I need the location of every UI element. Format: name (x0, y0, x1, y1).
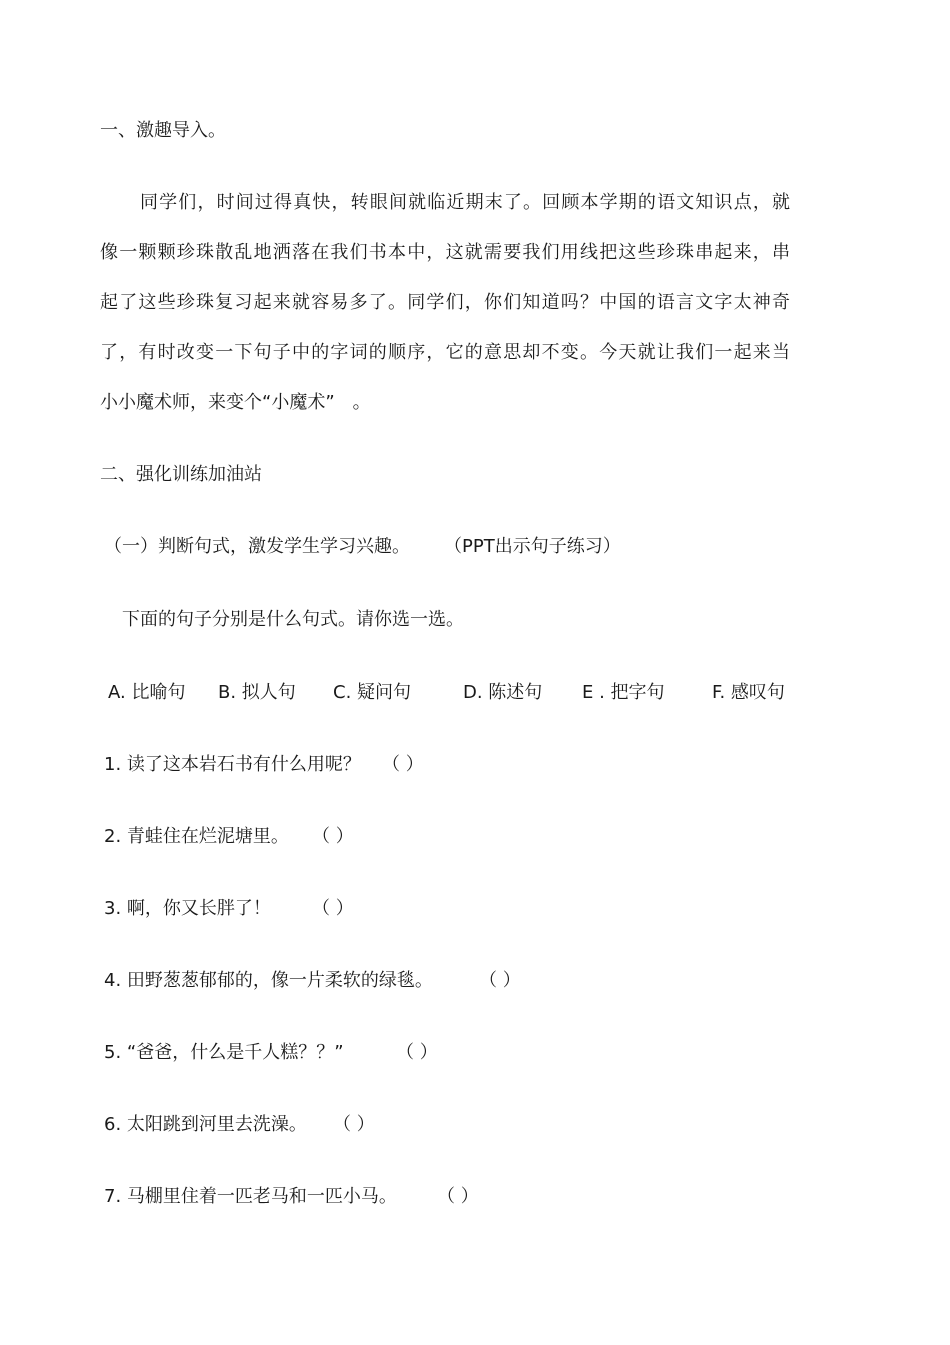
paragraph-line-4: 了，有时改变一下句子中的字词的顺序，它的意思却不变。今天就让我们一起来当 (100, 342, 790, 363)
question-3: 3. 啊，你又长胖了！ (104, 898, 271, 919)
paragraph-line-5: 小小魔术师，来变个“小魔术” 。 (100, 392, 371, 413)
question-4: 4. 田野葱葱郁郁的，像一片柔软的绿毯。 (104, 970, 433, 991)
option-b: B. 拟人句 (218, 682, 296, 703)
option-e: E . 把字句 (582, 682, 665, 703)
option-d: D. 陈述句 (463, 682, 543, 703)
subheading: （一）判断句式，激发学生学习兴趣。 (104, 536, 410, 557)
instruction: 下面的句子分别是什么句式。请你选一选。 (122, 609, 464, 630)
section-heading-2: 二、强化训练加油站 (100, 464, 262, 485)
section-heading-1: 一、激趣导入。 (100, 120, 226, 141)
option-f: F. 感叹句 (712, 682, 785, 703)
option-c: C. 疑问句 (333, 682, 412, 703)
question-1: 1. 读了这本岩石书有什么用呢？ (104, 754, 361, 775)
question-2: 2. 青蛙住在烂泥塘里。 (104, 826, 289, 847)
option-a: A. 比喻句 (108, 682, 186, 703)
answer-blank-5[interactable]: （ ） (396, 1042, 438, 1063)
paragraph-line-3: 起了这些珍珠复习起来就容易多了。同学们，你们知道吗？中国的语言文字太神奇 (100, 292, 790, 313)
question-6: 6. 太阳跳到河里去洗澡。 (104, 1114, 307, 1135)
question-7: 7. 马棚里住着一匹老马和一匹小马。 (104, 1186, 397, 1207)
paragraph-line-1: 同学们，时间过得真快，转眼间就临近期末了。回顾本学期的语文知识点，就 (140, 192, 790, 213)
answer-blank-3[interactable]: （ ） (312, 898, 354, 919)
subheading-note: （PPT出示句子练习） (444, 536, 621, 557)
question-5: 5. “爸爸，什么是千人糕？？” (104, 1042, 344, 1063)
answer-blank-1[interactable]: （ ） (382, 754, 424, 775)
paragraph-line-2: 像一颗颗珍珠散乱地洒落在我们书本中，这就需要我们用线把这些珍珠串起来，串 (100, 242, 790, 263)
answer-blank-6[interactable]: （ ） (333, 1114, 375, 1135)
answer-blank-7[interactable]: （ ） (437, 1186, 479, 1207)
answer-blank-4[interactable]: （ ） (479, 970, 521, 991)
answer-blank-2[interactable]: （ ） (312, 826, 354, 847)
